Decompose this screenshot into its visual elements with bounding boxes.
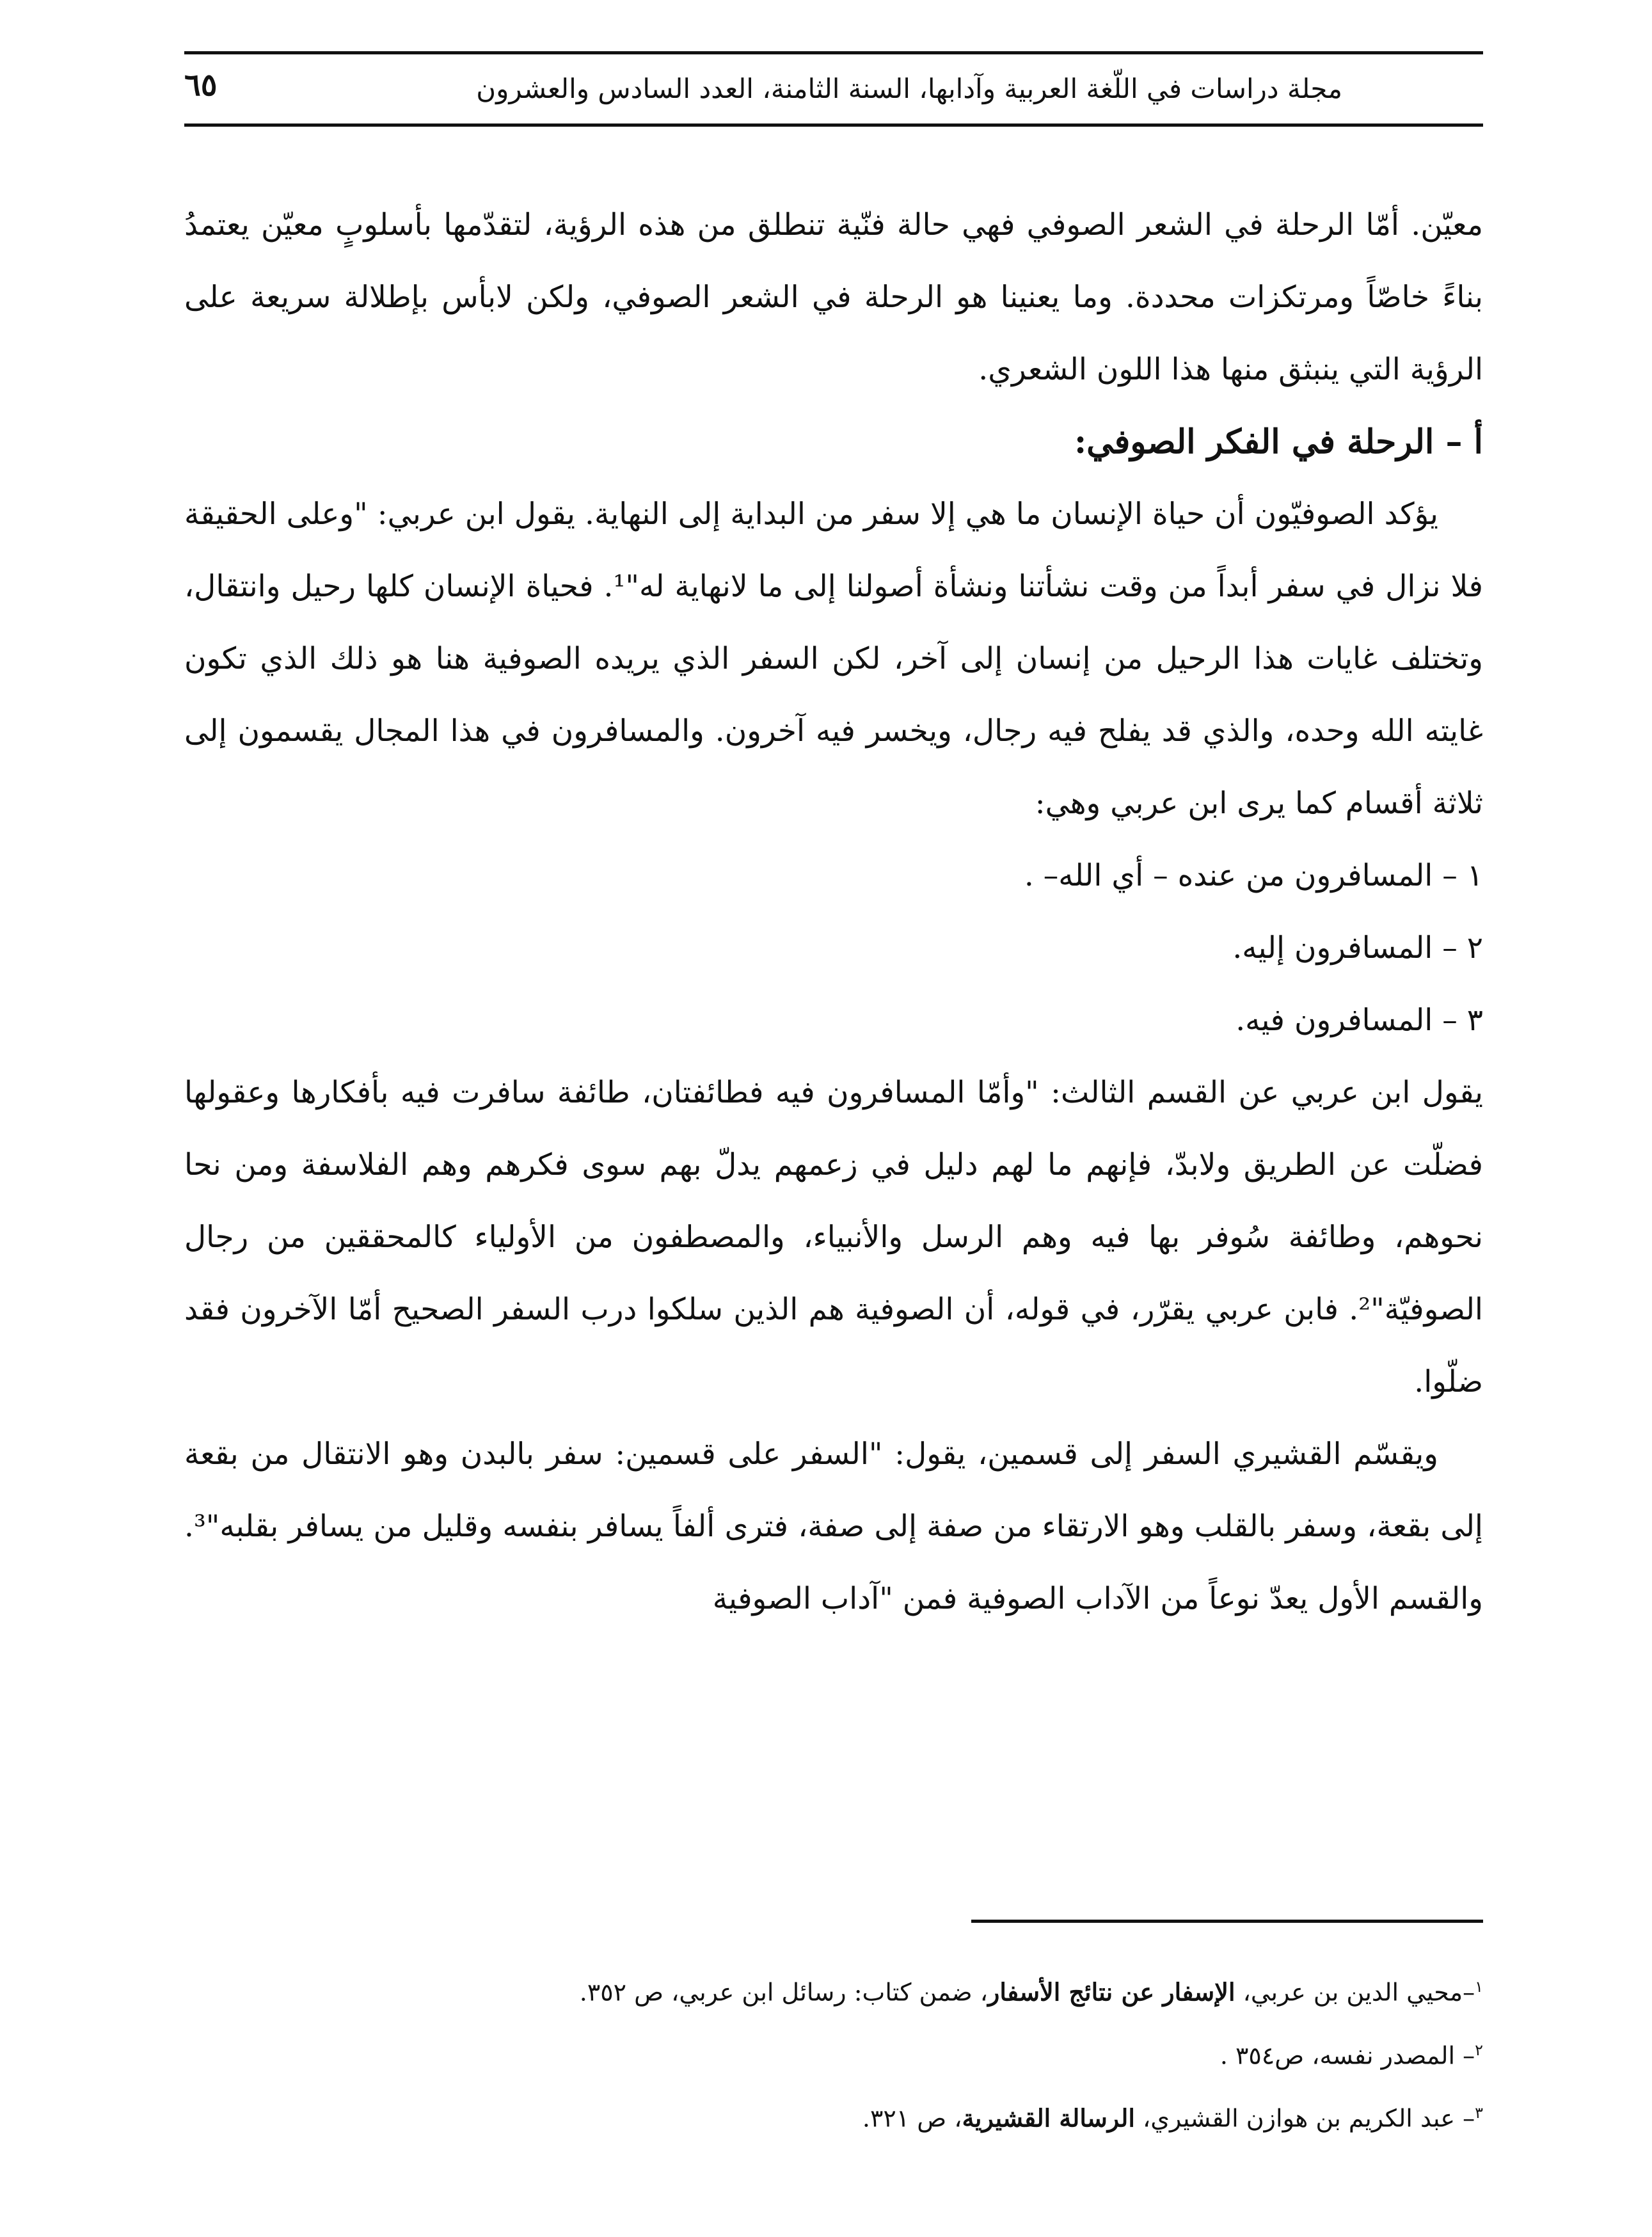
journal-title: مجلة دراسات في اللّغة العربية وآدابها، السنة الثامنة، العدد السادس والعشرون bbox=[476, 73, 1342, 104]
footnote-text: – المصدر نفسه، ص٣٥٤ . bbox=[1219, 2041, 1475, 2070]
paragraph-2: يؤكد الصوفيّون أن حياة الإنسان ما هي إلا سفر من البداية إلى النهاية. يقول ابن عربي: "وعلى الحقيقة فلا نزال في سفر أبداً من وقت نشأتنا ونشأة أصولنا إلى ما لانهاية له"¹. فحياة الإنسان كلها رحيل وانتقال، وتختلف غايات هذا الرحيل من إنسان إلى آخر، لكن السفر الذي يريده الصوفية هنا هو ذلك الذي تكون غايته الله وحده، والذي قد يفلح فيه رجال، ويخسر فيه آخرون. والمسافرون في هذا المجال يقسمون إلى ثلاثة أقسام كما يرى ابن عربي وهي: bbox=[184, 497, 1483, 821]
journal-page bbox=[184, 51, 1483, 2214]
section-heading: أ – الرحلة في الفكر الصوفي: bbox=[1074, 422, 1483, 461]
footnote-mark: ٣ bbox=[1475, 2104, 1483, 2122]
article-body bbox=[184, 189, 1483, 1635]
footnote-2 bbox=[184, 2021, 1483, 2085]
footnote-text: ، ضمن كتاب: رسائل ابن عربي، ص ٣٥٢. bbox=[579, 1978, 989, 2007]
footnotes bbox=[184, 1958, 1483, 2147]
footnote-book-title: الرسالة القشيرية bbox=[962, 2103, 1135, 2133]
paragraph-1: معيّن. أمّا الرحلة في الشعر الصوفي فهي حالة فنّية تنطلق من هذه الرؤية، لتقدّمها بأسلوبٍ معيّن يعتمدُ بناءً خاصّاً ومرتكزات محددة. وما يعنينا هو الرحلة في الشعر الصوفي، ولكن لابأس بإطلالة سريعة على الرؤية التي ينبثق منها هذا اللون الشعري. bbox=[184, 207, 1483, 387]
list-item: ٣ – المسافرون فيه. bbox=[1235, 1003, 1483, 1038]
footnote-text: –محيي الدين بن عربي، bbox=[1235, 1978, 1475, 2007]
footnote-text: ، ص ٣٢١. bbox=[862, 2104, 962, 2133]
footnote-mark: ١ bbox=[1475, 1978, 1483, 1996]
paragraph-3: يقول ابن عربي عن القسم الثالث: "وأمّا المسافرون فيه فطائفتان، طائفة سافرت فيه بأفكارها وعقولها فضلّت عن الطريق ولابدّ، فإنهم ما لهم دليل في زعمهم يدلّ بهم سوى فكرهم وهم الفلاسفة ومن نحا نحوهم، وطائفة سُوفر بها فيه وهم الرسل والأنبياء، والمصطفون من الأولياء كالمحققين من رجال الصوفيّة"². فابن عربي يقرّر، في قوله، أن الصوفية هم الذين سلكوا درب السفر الصحيح أمّا الآخرون فقد ضلّوا. bbox=[184, 1075, 1483, 1399]
paragraph-4: ويقسّم القشيري السفر إلى قسمين، يقول: "السفر على قسمين: سفر بالبدن وهو الانتقال من بقعة إلى بقعة، وسفر بالقلب وهو الارتقاء من صفة إلى صفة، فترى ألفاً يسافر بنفسه وقليل من يسافر بقلبه"³. والقسم الأول يعدّ نوعاً من الآداب الصوفية فمن "آداب الصوفية bbox=[184, 1437, 1483, 1616]
list-item: ١ – المسافرون من عنده – أي الله– . bbox=[1024, 858, 1483, 893]
footnote-text: – عبد الكريم بن هوازن القشيري، bbox=[1134, 2104, 1475, 2133]
list-item: ٢ – المسافرون إليه. bbox=[1232, 930, 1483, 966]
footnote-1 bbox=[184, 1958, 1483, 2021]
footnote-divider bbox=[971, 1920, 1483, 1923]
running-header bbox=[184, 51, 1483, 127]
footnote-mark: ٢ bbox=[1475, 2041, 1483, 2059]
footnote-book-title: الإسفار عن نتائج الأسفار bbox=[988, 1977, 1235, 2007]
footnote-3 bbox=[184, 2084, 1483, 2147]
page-number: ٦٥ bbox=[184, 67, 218, 103]
